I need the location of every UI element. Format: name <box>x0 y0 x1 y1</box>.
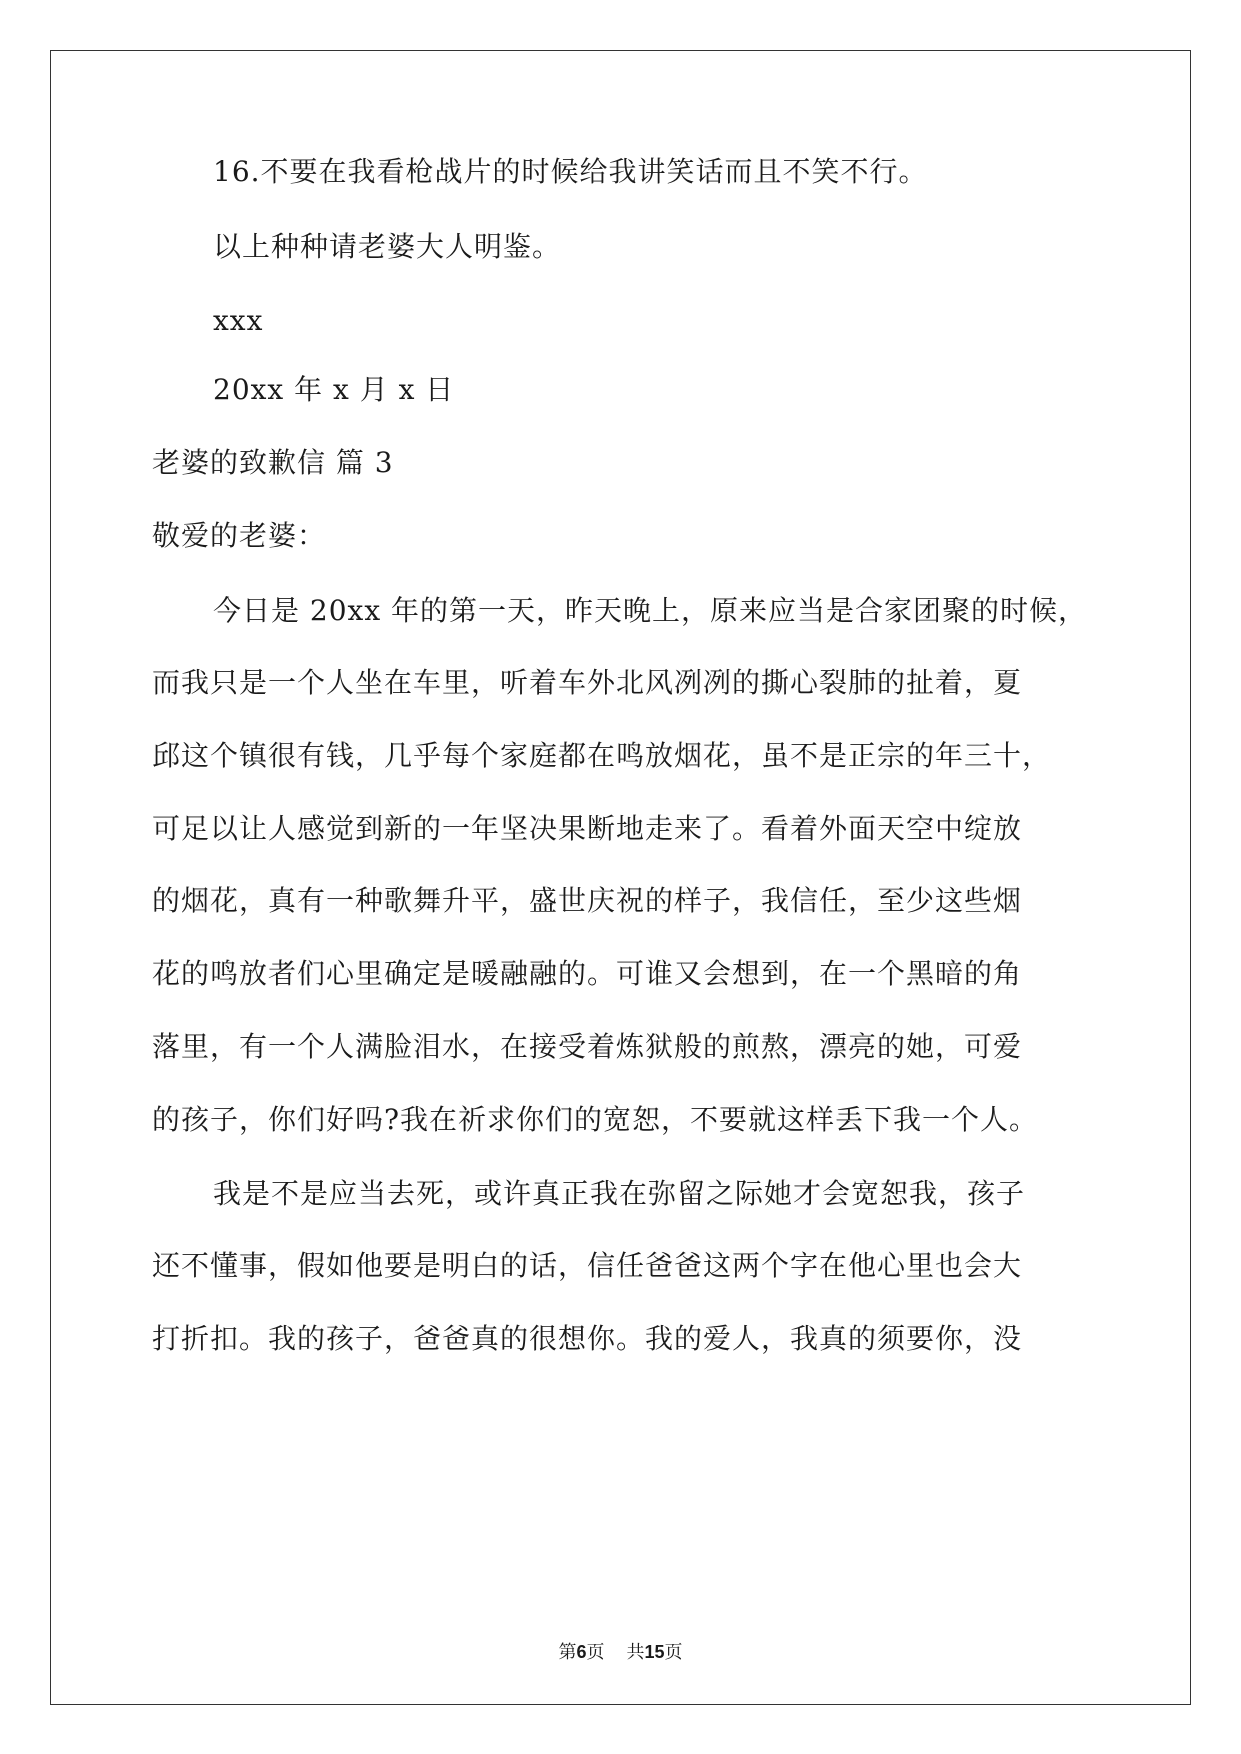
date-line: 20xx 年 x 月 x 日 <box>213 373 455 406</box>
signature: xxx <box>213 304 264 337</box>
paragraph-line: 打折扣。我的孩子，爸爸真的很想你。我的爱人，我真的须要你，没 <box>152 1322 1023 1355</box>
paragraph-line: 的烟花，真有一种歌舞升平，盛世庆祝的样子，我信任，至少这些烟 <box>152 884 1023 917</box>
page-suffix: 页 <box>586 1642 605 1663</box>
paragraph-line: 还不懂事，假如他要是明白的话，信任爸爸这两个字在他心里也会大 <box>152 1249 1023 1282</box>
section-heading: 老婆的致歉信 篇 3 <box>152 446 394 479</box>
paragraph-line: 的孩子，你们好吗?我在祈求你们的宽恕，不要就这样丢下我一个人。 <box>152 1103 1039 1136</box>
paragraph-line: 邱这个镇很有钱，几乎每个家庭都在鸣放烟花，虽不是正宗的年三十， <box>152 739 1052 772</box>
total-pages: 15 <box>644 1642 665 1662</box>
paragraph-line: 可足以让人感觉到新的一年坚决果断地走来了。看着外面天空中绽放 <box>152 812 1023 845</box>
salutation: 敬爱的老婆： <box>152 519 327 552</box>
page-footer <box>0 1640 1241 1665</box>
paragraph-line: 今日是 20xx 年的第一天，昨天晚上，原来应当是合家团聚的时候， <box>213 594 1088 627</box>
page-number: 6 <box>576 1642 587 1662</box>
paragraph-line: 落里，有一个人满脸泪水，在接受着炼狱般的煎熬，漂亮的她，可爱 <box>152 1030 1023 1063</box>
total-suffix: 页 <box>664 1642 683 1663</box>
paragraph-line: 我是不是应当去死，或许真正我在弥留之际她才会宽恕我，孩子 <box>213 1177 1026 1210</box>
closing-sentence: 以上种种请老婆大人明鉴。 <box>213 230 562 263</box>
total-prefix: 共 <box>626 1642 645 1663</box>
paragraph-line: 而我只是一个人坐在车里，听着车外北风冽冽的撕心裂肺的扯着，夏 <box>152 666 1023 699</box>
page-prefix: 第 <box>558 1642 577 1663</box>
page-border <box>50 50 1191 1705</box>
paragraph-line: 花的鸣放者们心里确定是暖融融的。可谁又会想到，在一个黑暗的角 <box>152 957 1023 990</box>
list-item-16: 16.不要在我看枪战片的时候给我讲笑话而且不笑不行。 <box>213 155 928 188</box>
